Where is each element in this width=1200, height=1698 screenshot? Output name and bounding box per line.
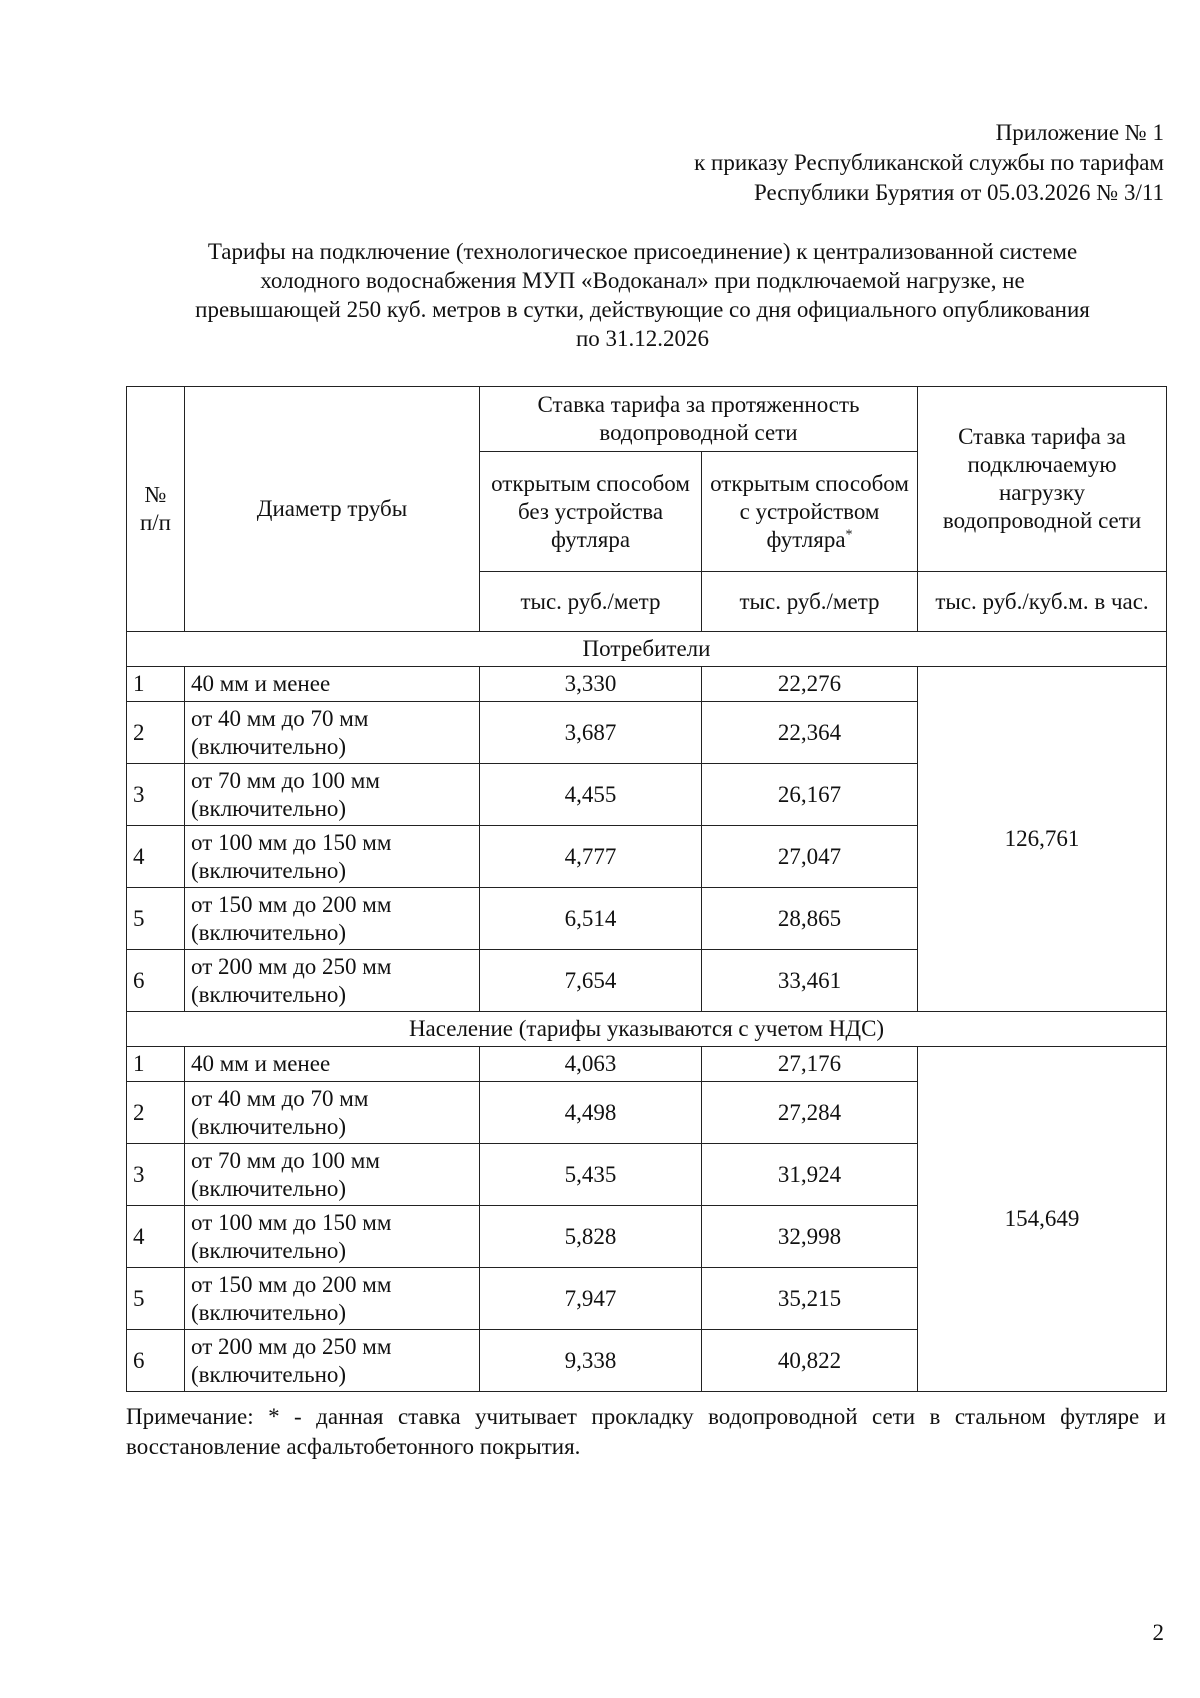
row-rate-case: 32,998 — [702, 1206, 918, 1268]
header-length-group: Ставка тарифа за протяженность водопроводной сети — [480, 387, 918, 452]
row-rate-no-case: 7,947 — [480, 1268, 702, 1330]
row-num: 1 — [127, 1047, 185, 1082]
row-diameter: от 100 мм до 150 мм (включительно) — [185, 1206, 480, 1268]
tariff-table — [126, 386, 1167, 1392]
row-rate-no-case: 3,330 — [480, 667, 702, 702]
row-rate-no-case: 4,498 — [480, 1082, 702, 1144]
load-rate: 154,649 — [918, 1047, 1167, 1392]
row-rate-case: 22,364 — [702, 702, 918, 764]
row-rate-no-case: 4,777 — [480, 826, 702, 888]
row-rate-case: 28,865 — [702, 888, 918, 950]
row-rate-no-case: 5,828 — [480, 1206, 702, 1268]
row-diameter: от 70 мм до 100 мм (включительно) — [185, 1144, 480, 1206]
row-diameter: 40 мм и менее — [185, 1047, 480, 1082]
section-header: Потребители — [127, 632, 1167, 667]
row-diameter: от 200 мм до 250 мм (включительно) — [185, 950, 480, 1012]
appendix-line-1: Приложение № 1 — [995, 120, 1164, 145]
row-rate-no-case: 5,435 — [480, 1144, 702, 1206]
row-rate-case: 31,924 — [702, 1144, 918, 1206]
row-rate-case: 27,047 — [702, 826, 918, 888]
row-rate-no-case: 4,063 — [480, 1047, 702, 1082]
row-rate-no-case: 3,687 — [480, 702, 702, 764]
footnote-mark: * — [845, 526, 853, 542]
row-rate-case: 35,215 — [702, 1268, 918, 1330]
header-open-no-case: открытым способом без устройства футляра — [480, 452, 702, 572]
row-num: 6 — [127, 1330, 185, 1392]
load-rate: 126,761 — [918, 667, 1167, 1012]
table-row — [127, 1047, 1167, 1082]
row-rate-case: 26,167 — [702, 764, 918, 826]
unit-meter-case: тыс. руб./метр — [702, 572, 918, 632]
title-line-1: Тарифы на подключение (технологическое присоединение) к централизованной системе — [207, 239, 1078, 264]
header-open-case-text: открытым способом с устройством футляра — [710, 470, 909, 552]
unit-load: тыс. руб./куб.м. в час. — [918, 572, 1167, 632]
row-rate-no-case: 4,455 — [480, 764, 702, 826]
row-diameter: от 70 мм до 100 мм (включительно) — [185, 764, 480, 826]
title-line-2: холодного водоснабжения МУП «Водоканал» при подключаемой нагрузке, не — [260, 268, 1025, 293]
document-title — [120, 237, 1165, 353]
row-diameter: 40 мм и менее — [185, 667, 480, 702]
row-diameter: от 150 мм до 200 мм (включительно) — [185, 888, 480, 950]
row-num: 3 — [127, 1144, 185, 1206]
unit-meter-no-case: тыс. руб./метр — [480, 572, 702, 632]
row-diameter: от 150 мм до 200 мм (включительно) — [185, 1268, 480, 1330]
row-num: 4 — [127, 1206, 185, 1268]
row-rate-no-case: 7,654 — [480, 950, 702, 1012]
row-rate-no-case: 9,338 — [480, 1330, 702, 1392]
page-number: 2 — [1152, 1620, 1164, 1645]
header-diameter: Диаметр трубы — [185, 387, 480, 632]
row-num: 5 — [127, 1268, 185, 1330]
row-rate-case: 27,176 — [702, 1047, 918, 1082]
title-line-3: превышающей 250 куб. метров в сутки, действующие со дня официального опубликования — [195, 297, 1090, 322]
appendix-header — [694, 118, 1164, 208]
section-header: Население (тарифы указываются с учетом НДС) — [127, 1012, 1167, 1047]
header-num: № п/п — [127, 387, 185, 632]
header-open-case — [702, 452, 918, 572]
row-rate-case: 33,461 — [702, 950, 918, 1012]
title-line-4: по 31.12.2026 — [575, 326, 710, 351]
row-num: 4 — [127, 826, 185, 888]
row-rate-no-case: 6,514 — [480, 888, 702, 950]
table-row — [127, 667, 1167, 702]
footnote-text: Примечание: * - данная ставка учитывает прокладку водопроводной сети в стальном футляре и восстановление асфальтобетонного покрытия. — [126, 1404, 1166, 1459]
appendix-line-3: Республики Бурятия от 05.03.2026 № 3/11 — [753, 180, 1164, 205]
row-num: 2 — [127, 702, 185, 764]
row-num: 2 — [127, 1082, 185, 1144]
row-diameter: от 40 мм до 70 мм (включительно) — [185, 1082, 480, 1144]
row-rate-case: 27,284 — [702, 1082, 918, 1144]
row-num: 3 — [127, 764, 185, 826]
row-diameter: от 200 мм до 250 мм (включительно) — [185, 1330, 480, 1392]
appendix-line-2: к приказу Республиканской службы по тарифам — [694, 150, 1164, 175]
row-rate-case: 22,276 — [702, 667, 918, 702]
row-rate-case: 40,822 — [702, 1330, 918, 1392]
header-load: Ставка тарифа за подключаемую нагрузку водопроводной сети — [918, 387, 1167, 572]
row-num: 5 — [127, 888, 185, 950]
table-body — [127, 632, 1167, 1392]
row-num: 1 — [127, 667, 185, 702]
row-diameter: от 100 мм до 150 мм (включительно) — [185, 826, 480, 888]
row-num: 6 — [127, 950, 185, 1012]
row-diameter: от 40 мм до 70 мм (включительно) — [185, 702, 480, 764]
